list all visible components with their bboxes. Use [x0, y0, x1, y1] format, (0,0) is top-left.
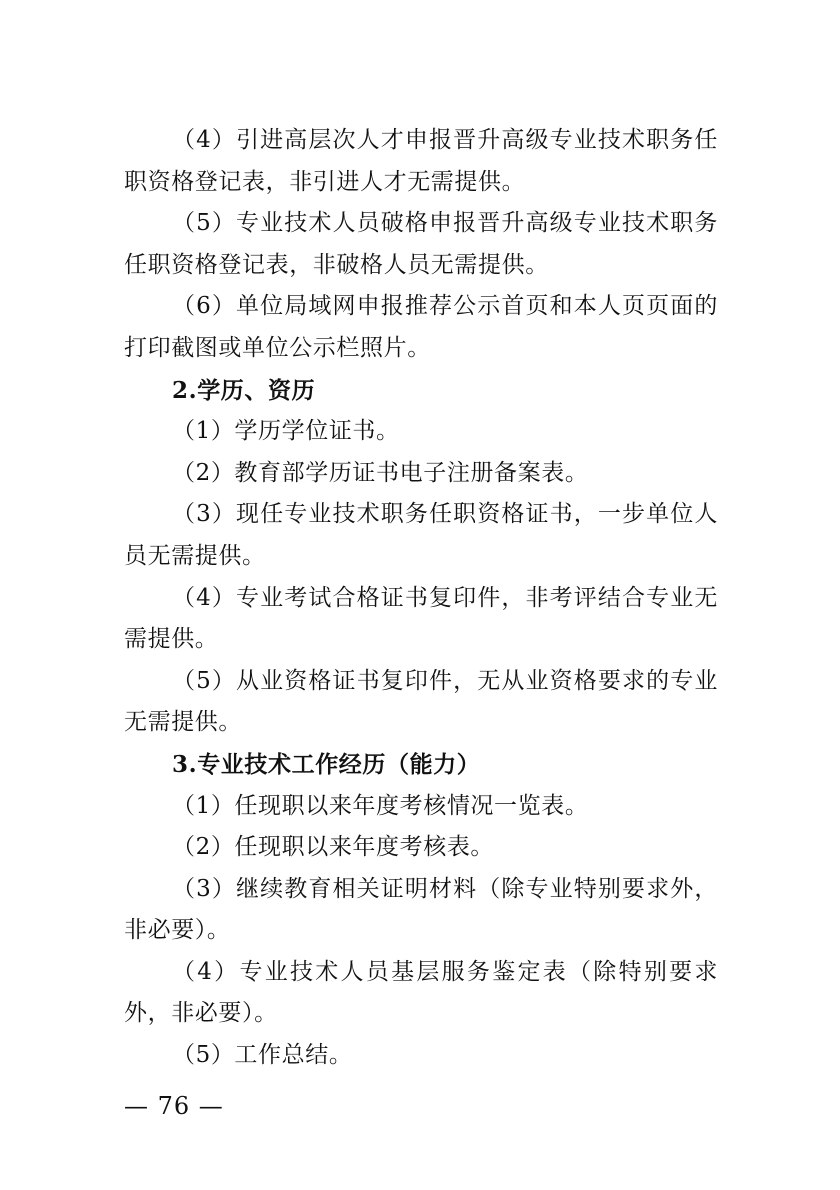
list-item: （5）专业技术人员破格申报晋升高级专业技术职务任职资格登记表，非破格人员无需提供。 — [124, 210, 718, 278]
list-item: （4）专业技术人员基层服务鉴定表（除特别要求外，非必要）。 — [124, 958, 718, 1027]
list-item: （4）引进高层次人才申报晋升高级专业技术职务任职资格登记表，非引进人才无需提供。 — [124, 127, 718, 195]
list-item: （5）工作总结。 — [172, 1042, 353, 1069]
document-body — [124, 120, 718, 1077]
section-heading: 2.学历、资历 — [172, 376, 316, 404]
list-item: （2）教育部学历证书电子注册备案表。 — [172, 459, 589, 486]
list-item: （2）任现职以来年度考核表。 — [172, 834, 495, 861]
list-item: （6）单位局域网申报推荐公示首页和本人页页面的打印截图或单位公示栏照片。 — [124, 293, 718, 361]
list-item: （3）继续教育相关证明材料（除专业特别要求外，非必要）。 — [124, 875, 718, 944]
list-item: （4）专业考试合格证书复印件，非考评结合专业无需提供。 — [124, 584, 718, 653]
page-number: — 76 — — [124, 1092, 224, 1120]
list-item: （5）从业资格证书复印件，无从业资格要求的专业无需提供。 — [124, 667, 718, 736]
list-item: （1）任现职以来年度考核情况一览表。 — [172, 792, 589, 819]
list-item: （1）学历学位证书。 — [172, 418, 400, 445]
list-item: （3）现任专业技术职务任职资格证书，一步单位人员无需提供。 — [124, 501, 718, 569]
section-heading: 3.专业技术工作经历（能力） — [172, 750, 481, 778]
